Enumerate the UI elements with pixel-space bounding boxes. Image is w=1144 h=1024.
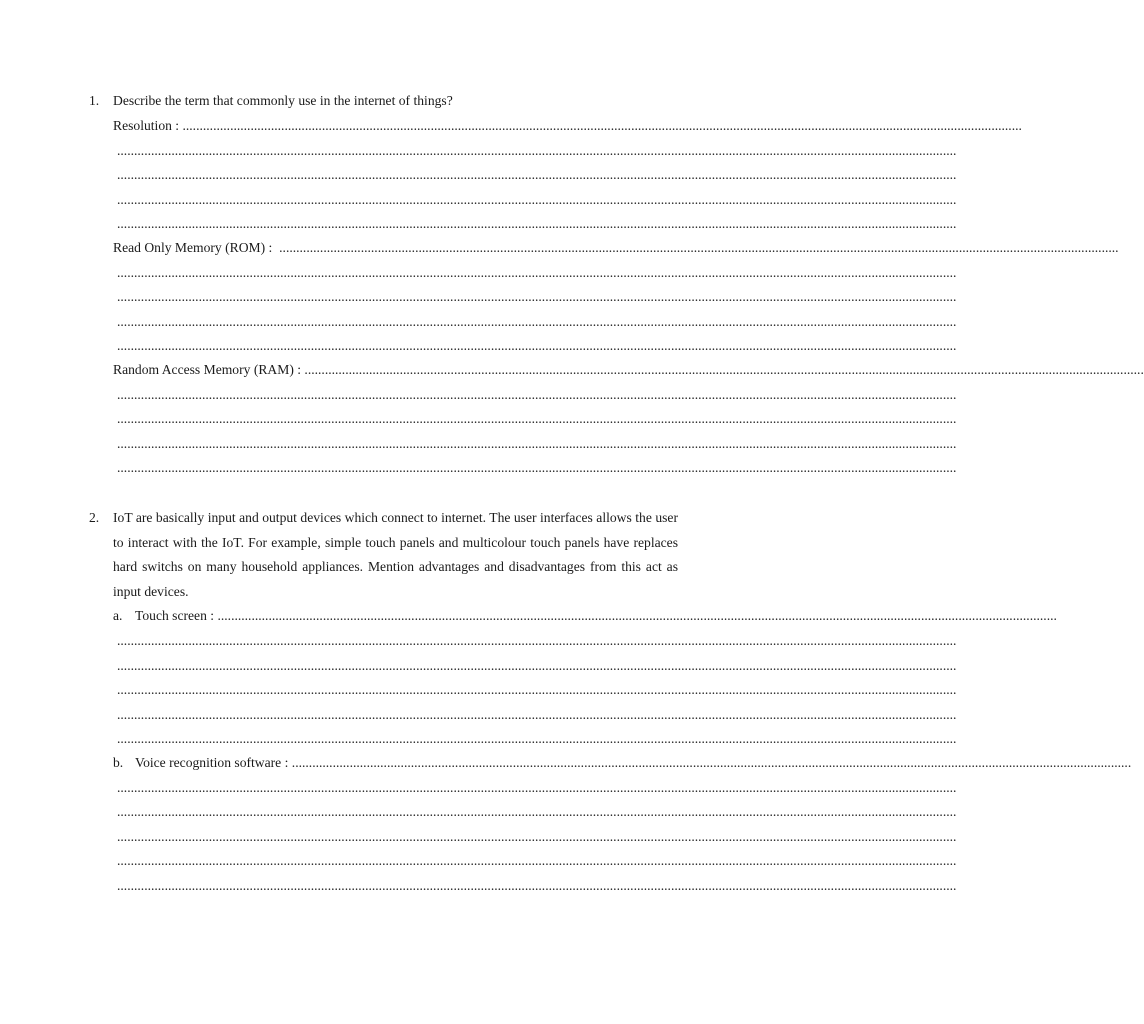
answer-line[interactable]: .......................................................................................................................................................................................................................................................	[117, 657, 957, 673]
question-number: 2.	[89, 510, 100, 525]
dotted-fill: .......................................................................................................................................................................................................................................................	[304, 362, 1144, 377]
answer-line[interactable]: .......................................................................................................................................................................................................................................................	[117, 877, 957, 893]
answer-line[interactable]: .......................................................................................................................................................................................................................................................	[117, 853, 957, 868]
term-label-ram: Random Access Memory (RAM) :	[113, 362, 305, 377]
answer-line[interactable]: .......................................................................................................................................................................................................................................................	[117, 289, 957, 304]
answer-line[interactable]: .......................................................................................................................................................................................................................................................	[117, 264, 957, 280]
answer-line[interactable]: .......................................................................................................................................................................................................................................................	[117, 828, 957, 844]
answer-line[interactable]: .......................................................................................................................................................................................................................................................	[117, 804, 957, 819]
answer-line[interactable]: .......................................................................................................................................................................................................................................................	[117, 338, 957, 353]
dotted-fill: .......................................................................................................................................................................................................................................................	[182, 118, 1022, 133]
answer-line[interactable]	[113, 751, 1132, 775]
term-label-resolution: Resolution :	[113, 118, 183, 133]
answer-line[interactable]: .......................................................................................................................................................................................................................................................	[117, 435, 957, 451]
answer-line[interactable]	[113, 604, 1057, 628]
answer-line[interactable]: .......................................................................................................................................................................................................................................................	[117, 460, 957, 475]
answer-line[interactable]: .......................................................................................................................................................................................................................................................	[117, 167, 957, 182]
answer-line[interactable]: .......................................................................................................................................................................................................................................................	[117, 779, 957, 795]
answer-line[interactable]: .......................................................................................................................................................................................................................................................	[117, 313, 957, 329]
answer-line[interactable]: .......................................................................................................................................................................................................................................................	[117, 706, 957, 722]
dotted-fill: .......................................................................................................................................................................................................................................................	[217, 608, 1057, 623]
item-marker: a.	[113, 608, 123, 623]
answer-line[interactable]: .......................................................................................................................................................................................................................................................	[117, 191, 957, 207]
question-number: 1.	[89, 93, 100, 108]
question-text: IoT are basically input and output devices which connect to internet. The user interfaces allows the user to interact with the IoT. For example, simple touch panels and multicolour touch panels have replaces hard switchs on many household appliances. Mention advantages and disadvantages from this act as input devices.	[113, 510, 678, 599]
answer-line[interactable]	[113, 236, 1119, 260]
term-label-rom: Read Only Memory (ROM) :	[113, 240, 280, 255]
answer-line[interactable]	[113, 114, 1022, 138]
question-text: Describe the term that commonly use in the internet of things?	[113, 93, 453, 108]
dotted-fill: .......................................................................................................................................................................................................................................................	[291, 755, 1132, 770]
answer-line[interactable]: .......................................................................................................................................................................................................................................................	[117, 731, 957, 746]
item-label-voice-recognition: Voice recognition software :	[135, 755, 292, 770]
answer-line[interactable]: .......................................................................................................................................................................................................................................................	[117, 216, 957, 231]
answer-line[interactable]: .......................................................................................................................................................................................................................................................	[117, 411, 957, 426]
answer-line[interactable]: .......................................................................................................................................................................................................................................................	[117, 682, 957, 697]
item-marker: b.	[113, 755, 124, 770]
dotted-fill: .......................................................................................................................................................................................................................................................	[279, 240, 1119, 255]
answer-line[interactable]: .......................................................................................................................................................................................................................................................	[117, 633, 957, 648]
answer-line[interactable]: .......................................................................................................................................................................................................................................................	[117, 386, 957, 402]
answer-line[interactable]: .......................................................................................................................................................................................................................................................	[117, 142, 957, 158]
answer-line[interactable]	[113, 358, 1144, 382]
item-label-touch-screen: Touch screen :	[135, 608, 218, 623]
